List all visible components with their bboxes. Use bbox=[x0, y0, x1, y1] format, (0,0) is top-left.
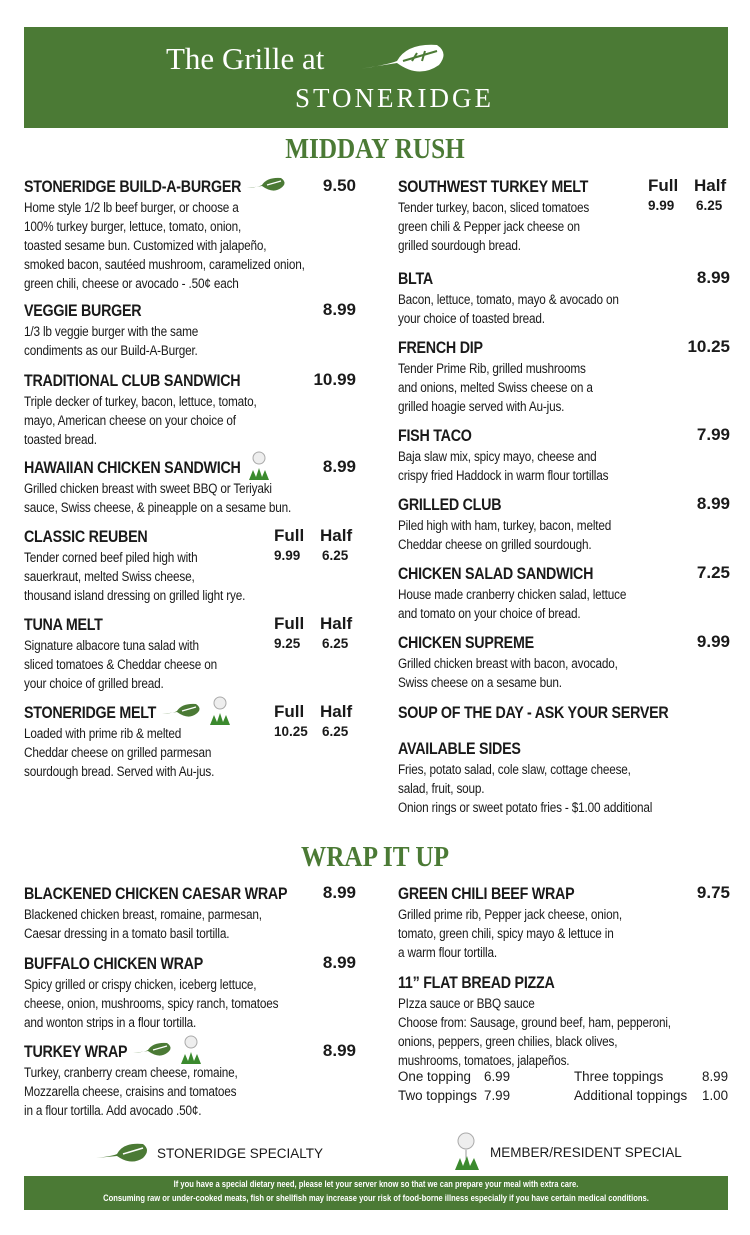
item-name-row bbox=[398, 268, 730, 290]
item-price: 10.99 bbox=[313, 370, 356, 389]
item-description: a warm flour tortilla. bbox=[398, 945, 497, 960]
item-description: mushrooms, tomatoes, jalapeños. bbox=[398, 1053, 570, 1068]
item-description: Cheddar cheese on grilled sourdough. bbox=[398, 537, 592, 552]
item-description: green chili, cheese or avocado - .50¢ each bbox=[24, 276, 239, 291]
half-label: Half bbox=[320, 526, 353, 545]
menu-item bbox=[398, 425, 730, 485]
legend-member-label: MEMBER/RESIDENT SPECIAL bbox=[490, 1144, 682, 1160]
item-price: 8.99 bbox=[696, 268, 730, 287]
item-price: 8.99 bbox=[322, 883, 356, 902]
half-price: 6.25 bbox=[322, 636, 349, 651]
leaf-logo-icon bbox=[357, 39, 449, 79]
full-price: 9.25 bbox=[274, 636, 301, 651]
item-description: condiments as our Build-A-Burger. bbox=[24, 343, 198, 358]
menu-item bbox=[24, 953, 356, 1032]
item-description: grilled hoagie served with Au-jus. bbox=[398, 399, 565, 414]
pizza-price-label: One topping bbox=[398, 1069, 471, 1084]
legend-member bbox=[452, 1132, 682, 1172]
item-name: STONERIDGE MELT bbox=[24, 703, 157, 722]
item-description: Grilled prime rib, Pepper jack cheese, onion, bbox=[398, 907, 622, 922]
item-name-row bbox=[24, 526, 356, 548]
restaurant-title: The Grille at bbox=[166, 41, 325, 76]
item-name: BLTA bbox=[398, 269, 433, 288]
item-description: House made cranberry chicken salad, lettuce bbox=[398, 587, 627, 602]
item-name: SOUP OF THE DAY - ASK YOUR SERVER bbox=[398, 703, 669, 722]
item-description: Cheddar cheese on grilled parmesan bbox=[24, 745, 212, 760]
item-name-row bbox=[398, 563, 730, 585]
menu-item bbox=[24, 457, 356, 517]
pizza-price: 1.00 bbox=[702, 1088, 729, 1103]
item-name-row bbox=[398, 972, 730, 994]
pizza-price: 6.99 bbox=[484, 1069, 511, 1084]
half-label: Half bbox=[694, 176, 727, 195]
item-price: 9.99 bbox=[696, 632, 730, 651]
footer-line: If you have a special dietary need, please let your server know so that we can prepare your meal with extra care. bbox=[173, 1179, 579, 1190]
menu-item bbox=[398, 337, 730, 416]
section-title-wrap: WRAP IT UP bbox=[301, 842, 449, 873]
item-description: Choose from: Sausage, ground beef, ham, pepperoni, bbox=[398, 1015, 671, 1030]
item-name-row bbox=[24, 300, 356, 322]
full-label: Full bbox=[274, 702, 305, 721]
menu-item bbox=[24, 300, 356, 360]
item-description: your choice of toasted bread. bbox=[398, 311, 545, 326]
item-name: TURKEY WRAP bbox=[24, 1042, 128, 1061]
footer-line: Consuming raw or under-cooked meats, fish or shellfish may increase your risk of food-borne illness especially if you have certain medical conditions. bbox=[103, 1193, 649, 1204]
item-name-row bbox=[398, 337, 730, 359]
item-description: Loaded with prime rib & melted bbox=[24, 726, 182, 741]
item-description: Grilled chicken breast with sweet BBQ or Teriyaki bbox=[24, 481, 272, 496]
item-name: FRENCH DIP bbox=[398, 338, 483, 357]
item-name: GREEN CHILI BEEF WRAP bbox=[398, 884, 575, 903]
header-banner bbox=[24, 27, 728, 128]
leaf-icon bbox=[162, 702, 202, 725]
item-name: FISH TACO bbox=[398, 426, 472, 445]
menu-item bbox=[398, 632, 730, 692]
item-description: Baja slaw mix, spicy mayo, cheese and bbox=[398, 449, 597, 464]
item-description: 1/3 lb veggie burger with the same bbox=[24, 324, 199, 339]
item-description: toasted sesame bun. Customized with jalapeño, bbox=[24, 238, 267, 253]
menu-item bbox=[24, 1041, 356, 1120]
menu-item bbox=[398, 563, 730, 623]
item-description: Spicy grilled or crispy chicken, iceberg lettuce, bbox=[24, 977, 257, 992]
item-name-row bbox=[24, 953, 356, 975]
footer-disclaimer bbox=[24, 1176, 728, 1210]
pizza-price-label: Three toppings bbox=[574, 1069, 664, 1084]
item-description: thousand island dressing on grilled light rye. bbox=[24, 588, 246, 603]
menu-item bbox=[398, 176, 730, 255]
menu-item bbox=[24, 702, 356, 781]
leaf-icon bbox=[133, 1041, 173, 1064]
item-description: onions, peppers, green chilies, black olives, bbox=[398, 1034, 618, 1049]
item-price: 9.50 bbox=[322, 176, 356, 195]
menu-item bbox=[24, 370, 356, 449]
legend-specialty-label: STONERIDGE SPECIALTY bbox=[157, 1145, 324, 1161]
item-name: HAWAIIAN CHICKEN SANDWICH bbox=[24, 458, 241, 477]
item-name: BLACKENED CHICKEN CAESAR WRAP bbox=[24, 884, 288, 903]
menu-item bbox=[398, 738, 730, 817]
item-description: sourdough bread. Served with Au-jus. bbox=[24, 764, 215, 779]
item-description: green chili & Pepper jack cheese on bbox=[398, 219, 580, 234]
item-description: Signature albacore tuna salad with bbox=[24, 638, 199, 653]
item-description: PIzza sauce or BBQ sauce bbox=[398, 996, 535, 1011]
menu-item bbox=[398, 268, 730, 328]
menu-item bbox=[398, 972, 730, 1070]
item-name-row bbox=[24, 1041, 356, 1063]
menu-item bbox=[398, 702, 730, 724]
item-name-row bbox=[398, 738, 730, 760]
item-description: and wonton strips in a flour tortilla. bbox=[24, 1015, 197, 1030]
item-name-row bbox=[24, 702, 356, 724]
full-label: Full bbox=[648, 176, 679, 195]
half-price: 6.25 bbox=[322, 724, 349, 739]
half-label: Half bbox=[320, 614, 353, 633]
item-name: GRILLED CLUB bbox=[398, 495, 502, 514]
full-price: 10.25 bbox=[274, 724, 308, 739]
menu-item bbox=[24, 883, 356, 943]
item-name: AVAILABLE SIDES bbox=[398, 739, 521, 758]
item-name-row bbox=[398, 883, 730, 905]
item-description: Turkey, cranberry cream cheese, romaine, bbox=[24, 1065, 238, 1080]
item-price: 10.25 bbox=[687, 337, 730, 356]
item-description: grilled sourdough bread. bbox=[398, 238, 521, 253]
item-description: Swiss cheese on a sesame bun. bbox=[398, 675, 562, 690]
item-name: CHICKEN SALAD SANDWICH bbox=[398, 564, 594, 583]
item-description: toasted bread. bbox=[24, 432, 97, 447]
menu-item bbox=[24, 614, 356, 693]
item-description: Piled high with ham, turkey, bacon, melted bbox=[398, 518, 612, 533]
item-name-row bbox=[24, 176, 356, 198]
item-name-row bbox=[398, 425, 730, 447]
item-name-row bbox=[398, 176, 730, 198]
item-price: 8.99 bbox=[322, 457, 356, 476]
menu-item bbox=[24, 526, 356, 605]
item-name-row bbox=[398, 494, 730, 516]
item-description: Tender corned beef piled high with bbox=[24, 550, 198, 565]
item-name-row bbox=[398, 702, 730, 724]
legend-specialty bbox=[95, 1140, 323, 1166]
item-name-row bbox=[24, 883, 356, 905]
item-name: CHICKEN SUPREME bbox=[398, 633, 534, 652]
item-price: 8.99 bbox=[696, 494, 730, 513]
item-description: Bacon, lettuce, tomato, mayo & avocado on bbox=[398, 292, 619, 307]
item-price: 8.99 bbox=[322, 300, 356, 319]
item-description: crispy fried Haddock in warm flour tortillas bbox=[398, 468, 609, 483]
item-name: BUFFALO CHICKEN WRAP bbox=[24, 954, 204, 973]
item-price: 7.99 bbox=[696, 425, 730, 444]
item-description: 100% turkey burger, lettuce, tomato, onion, bbox=[24, 219, 242, 234]
item-name-row bbox=[24, 457, 356, 479]
item-description: and tomato on your choice of bread. bbox=[398, 606, 581, 621]
item-description: Mozzarella cheese, craisins and tomatoes bbox=[24, 1084, 237, 1099]
item-description: your choice of grilled bread. bbox=[24, 676, 164, 691]
item-description: salad, fruit, soup. bbox=[398, 781, 485, 796]
item-price: 8.99 bbox=[322, 1041, 356, 1060]
item-price: 9.75 bbox=[696, 883, 730, 902]
item-description: sauce, Swiss cheese, & pineapple on a sesame bun. bbox=[24, 500, 292, 515]
menu-item bbox=[24, 176, 356, 293]
item-name: VEGGIE BURGER bbox=[24, 301, 142, 320]
full-price: 9.99 bbox=[648, 198, 675, 213]
item-description: Triple decker of turkey, bacon, lettuce, tomato, bbox=[24, 394, 257, 409]
item-description: Home style 1/2 lb beef burger, or choose a bbox=[24, 200, 239, 215]
item-description: tomato, green chili, spicy mayo & lettuce in bbox=[398, 926, 614, 941]
item-description: sauerkraut, melted Swiss cheese, bbox=[24, 569, 195, 584]
pizza-price: 8.99 bbox=[702, 1069, 729, 1084]
item-name: STONERIDGE BUILD-A-BURGER bbox=[24, 177, 242, 196]
item-description: Caesar dressing in a tomato basil tortilla. bbox=[24, 926, 230, 941]
half-label: Half bbox=[320, 702, 353, 721]
leaf-icon bbox=[247, 176, 287, 199]
item-description: Onion rings or sweet potato fries - $1.00 additional bbox=[398, 800, 653, 815]
item-name: TRADITIONAL CLUB SANDWICH bbox=[24, 371, 241, 390]
item-description: Tender Prime Rib, grilled mushrooms bbox=[398, 361, 586, 376]
half-price: 6.25 bbox=[322, 548, 349, 563]
section-title-midday: MIDDAY RUSH bbox=[285, 134, 465, 165]
half-price: 6.25 bbox=[696, 198, 723, 213]
pizza-price-label: Two toppings bbox=[398, 1088, 477, 1103]
menu-item bbox=[398, 494, 730, 554]
item-description: Grilled chicken breast with bacon, avocado, bbox=[398, 656, 618, 671]
restaurant-subtitle: STONERIDGE bbox=[295, 83, 495, 113]
item-name-row bbox=[24, 370, 356, 392]
item-name: SOUTHWEST TURKEY MELT bbox=[398, 177, 589, 196]
pizza-price: 7.99 bbox=[484, 1088, 511, 1103]
item-description: sliced tomatoes & Cheddar cheese on bbox=[24, 657, 217, 672]
item-description: in a flour tortilla. Add avocado .50¢. bbox=[24, 1103, 202, 1118]
item-description: Tender turkey, bacon, sliced tomatoes bbox=[398, 200, 590, 215]
item-description: cheese, onion, mushrooms, spicy ranch, tomatoes bbox=[24, 996, 279, 1011]
menu-item bbox=[398, 883, 730, 962]
item-name: 11” FLAT BREAD PIZZA bbox=[398, 973, 555, 992]
pizza-price-label: Additional toppings bbox=[574, 1088, 688, 1103]
item-name-row bbox=[398, 632, 730, 654]
item-name: CLASSIC REUBEN bbox=[24, 527, 148, 546]
item-name: TUNA MELT bbox=[24, 615, 103, 634]
item-description: smoked bacon, sautéed mushroom, caramelized onion, bbox=[24, 257, 305, 272]
item-description: Fries, potato salad, cole slaw, cottage cheese, bbox=[398, 762, 631, 777]
full-price: 9.99 bbox=[274, 548, 301, 563]
item-price: 8.99 bbox=[322, 953, 356, 972]
full-label: Full bbox=[274, 614, 305, 633]
item-description: Blackened chicken breast, romaine, parmesan, bbox=[24, 907, 262, 922]
item-description: mayo, American cheese on your choice of bbox=[24, 413, 236, 428]
full-label: Full bbox=[274, 526, 305, 545]
item-name-row bbox=[24, 614, 356, 636]
item-description: and onions, melted Swiss cheese on a bbox=[398, 380, 593, 395]
item-price: 7.25 bbox=[696, 563, 730, 582]
golf-ball-icon bbox=[452, 1132, 482, 1172]
leaf-icon bbox=[95, 1140, 149, 1166]
